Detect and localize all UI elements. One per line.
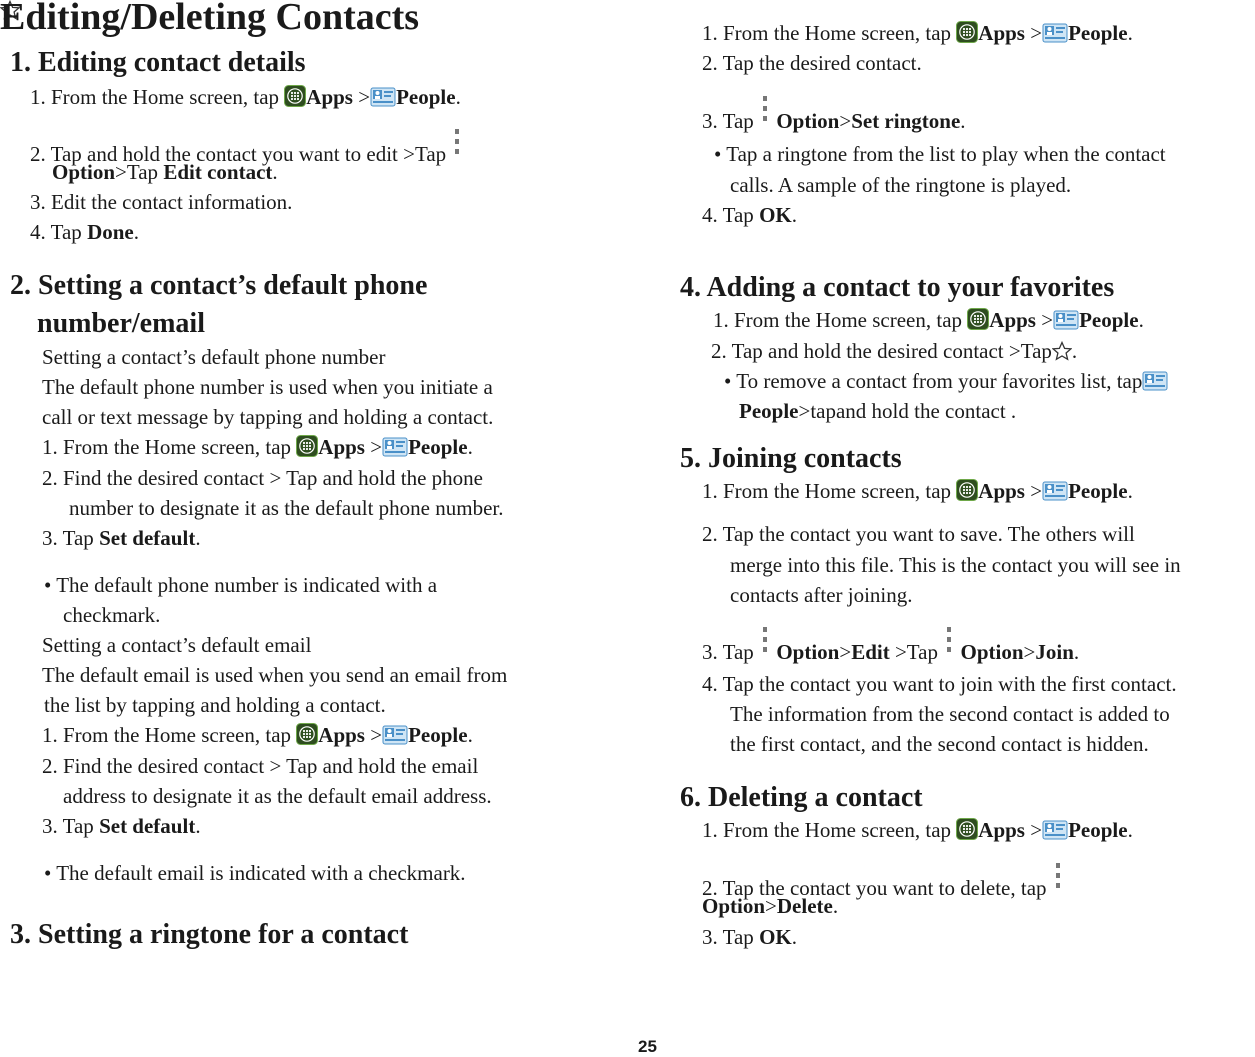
s2-email-step2-cont: address to designate it as the default email address. <box>63 784 492 808</box>
s1-step2: 2. Tap and hold the contact you want to edit >Tap <box>30 127 463 169</box>
people-icon <box>1142 371 1168 391</box>
s2-phone-step1: 1. From the Home screen, tap Apps > People. <box>42 435 473 459</box>
s5-step2-cont1: merge into this file. This is the contact you will see in <box>730 553 1181 577</box>
s2-email-desc1: The default email is used when you send an email from <box>42 663 508 687</box>
page-number: 25 <box>638 1037 657 1056</box>
s5-step4-cont2: the first contact, and the second contact is hidden. <box>730 732 1149 756</box>
s2-email-title: Setting a contact’s default email <box>42 633 312 657</box>
menu-icon <box>451 127 463 157</box>
s2-email-note: • The default email is indicated with a checkmark. <box>44 861 466 885</box>
s6-step2: 2. Tap the contact you want to delete, tap <box>702 861 1064 903</box>
s2-phone-note-cont: checkmark. <box>63 603 161 627</box>
s2-phone-step2-cont: number to designate it as the default phone number. <box>69 496 504 520</box>
section-5-heading: 5. Joining contacts <box>680 443 902 474</box>
s6-step2-cont: Option>Delete. <box>702 894 839 918</box>
section-1-heading: 1. Editing contact details <box>10 47 306 78</box>
s5-step4: 4. Tap the contact you want to join with the first contact. <box>702 672 1177 696</box>
s2-email-step2: 2. Find the desired contact > Tap and hold the email <box>42 754 479 778</box>
s1-step2-cont: Option>Tap Edit contact. <box>52 160 278 184</box>
s2-phone-title: Setting a contact’s default phone number <box>42 345 386 369</box>
apps-icon <box>296 723 318 745</box>
s2-email-step3: 3. Tap Set default. <box>42 814 201 838</box>
menu-icon <box>759 625 771 655</box>
s5-step2-cont2: contacts after joining. <box>730 583 913 607</box>
s1-step3: 3. Edit the contact information. <box>30 190 293 214</box>
s3-step2: 2. Tap the desired contact. <box>702 51 922 75</box>
people-icon <box>382 725 408 745</box>
people-icon <box>1053 310 1079 330</box>
people-icon <box>1042 481 1068 501</box>
s5-step2: 2. Tap the contact you want to save. The others will <box>702 522 1135 546</box>
s2-email-desc2: the list by tapping and holding a contact. <box>44 693 386 717</box>
s5-step1: 1. From the Home screen, tap Apps > People. <box>702 479 1133 503</box>
s2-phone-step3: 3. Tap Set default. <box>42 526 201 550</box>
people-icon <box>370 87 396 107</box>
apps-icon <box>296 435 318 457</box>
page-title: Editing/Deleting Contacts <box>0 0 420 38</box>
apps-icon <box>956 21 978 43</box>
s3-note: • Tap a ringtone from the list to play when the contact <box>714 142 1166 166</box>
people-icon <box>1042 820 1068 840</box>
s3-step1: 1. From the Home screen, tap Apps > People. <box>702 21 1133 45</box>
s1-step4: 4. Tap Done. <box>30 220 139 244</box>
s1-step1: 1. From the Home screen, tap Apps > People. <box>30 85 461 109</box>
menu-icon <box>759 94 771 124</box>
s2-email-step1: 1. From the Home screen, tap Apps > People. <box>42 723 473 747</box>
s2-phone-desc2: call or text message by tapping and holding a contact. <box>42 405 494 429</box>
s4-step1: 1. From the Home screen, tap Apps > People. <box>713 308 1144 332</box>
s4-step2: 2. Tap and hold the desired contact >Tap . <box>711 339 1078 363</box>
s4-note: • To remove a contact from your favorites list, tap <box>724 366 1168 396</box>
section-2-heading-cont: number/email <box>37 308 205 339</box>
s3-step3: 3. Tap Option>Set ringtone. <box>702 94 966 136</box>
section-2-heading: 2. Setting a contact’s default phone <box>10 270 428 301</box>
people-icon <box>382 437 408 457</box>
s3-note-cont: calls. A sample of the ringtone is played. <box>730 173 1072 197</box>
s2-phone-note: • The default phone number is indicated with a <box>44 573 438 597</box>
s5-step4-cont1: The information from the second contact is added to <box>730 702 1170 726</box>
s2-phone-step2: 2. Find the desired contact > Tap and hold the phone <box>42 466 483 490</box>
menu-icon <box>943 625 955 655</box>
section-3-heading: 3. Setting a ringtone for a contact <box>10 919 409 950</box>
people-icon <box>1042 23 1068 43</box>
star-icon <box>1052 341 1072 361</box>
section-4-heading: 4. Adding a contact to your favorites <box>680 272 1115 303</box>
section-6-heading: 6. Deleting a contact <box>680 782 923 813</box>
s4-note-cont: People>tapand hold the contact . <box>739 399 1017 423</box>
menu-icon <box>1052 861 1064 891</box>
s2-phone-desc1: The default phone number is used when you initiate a <box>42 375 493 399</box>
s6-step3: 3. Tap OK. <box>702 925 797 949</box>
apps-icon <box>956 818 978 840</box>
s3-step4: 4. Tap OK. <box>702 203 797 227</box>
apps-icon <box>967 308 989 330</box>
apps-icon <box>284 85 306 107</box>
s6-step1: 1. From the Home screen, tap Apps > People. <box>702 818 1133 842</box>
s5-step3: 3. Tap Option>Edit >Tap Option>Join. <box>702 625 1079 667</box>
apps-icon <box>956 479 978 501</box>
